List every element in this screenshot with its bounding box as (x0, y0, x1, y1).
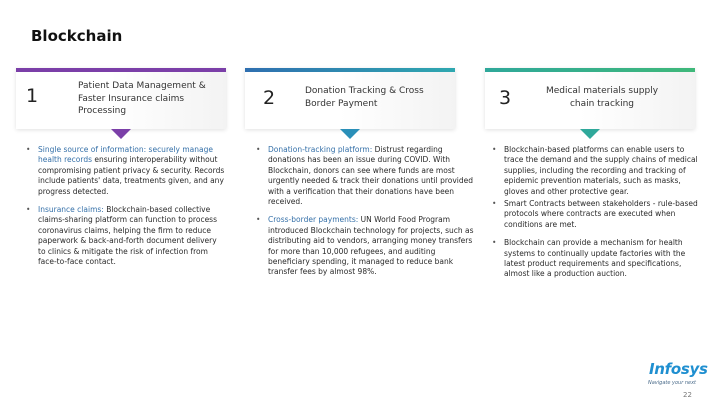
bullet-text: Smart Contracts between stakeholders - rule-based protocols where contracts are executed when conditions are met. (504, 199, 698, 229)
infosys-logo: Infosys (649, 360, 708, 378)
card-pointer (111, 129, 131, 139)
card-pointer (340, 129, 360, 139)
list-item (256, 145, 474, 207)
bullet-highlight: Single source of information: securely manage health records (38, 145, 214, 165)
logo-tagline: Navigate your next (648, 380, 697, 386)
bullet-list-3 (492, 145, 704, 288)
bullet-text: ensuring interoperability without compromising patient privacy & security. Records include patients' data, treatments given, and any progress detected. (38, 155, 225, 196)
category-card-1 (16, 68, 226, 129)
bullet-text: UN World Food Program introduced Blockchain technology for projects, such as distributing aid to vendors, arranging money transfers for more than 10,000 refugees, and auditing beneficiary spending, it managed to reduce bank transfer fees by almost 98%. (268, 215, 474, 277)
card-accent-bar (16, 68, 226, 72)
card-accent-bar (485, 68, 695, 72)
bullet-text: Blockchain-based collective claims-sharing platform can function to process coronavirus claims, helping the firm to reduce paperwork & back-and-forth document delivery to clinics & mitigate the risk of infection from face-to-face contact. (38, 205, 217, 267)
bullet-text: Blockchain-based platforms can enable users to trace the demand and the supply chains of medical supplies, including the recording and tracking of epidemic prevention materials, such as masks, gloves and other protective gear. (504, 145, 698, 196)
card-pointer (580, 129, 600, 139)
list-item (492, 238, 704, 280)
card-label: Donation Tracking & Cross Border Payment (305, 86, 424, 109)
page-title: Blockchain (31, 27, 123, 45)
bullet-highlight: Insurance claims: (38, 205, 104, 215)
category-card-2 (245, 68, 455, 129)
card-label: Medical materials supply chain tracking (545, 86, 659, 109)
page-number: 22 (683, 391, 692, 399)
card-number: 2 (263, 87, 276, 109)
card-label: Patient Data Management & Faster Insurance claims Processing (78, 81, 206, 116)
list-item (256, 215, 474, 277)
card-number: 3 (499, 87, 512, 109)
bullet-text: Distrust regarding donations has been an issue during COVID. With Blockchain, donors can see where funds are most urgently needed & track their donations until provided with a verification that their donations have been received. (268, 145, 474, 207)
bullet-text: Blockchain can provide a mechanism for health systems to continually update factories with the latest product requirements and specifications, almost like a production auction. (504, 238, 686, 279)
bullet-highlight: Cross-border payments: (268, 215, 359, 225)
bullet-list-1 (26, 145, 226, 275)
list-item (26, 145, 226, 197)
list-item (492, 199, 704, 230)
list-item (492, 145, 704, 197)
bullet-list-2 (256, 145, 474, 286)
card-number: 1 (26, 85, 39, 107)
bullet-highlight: Donation-tracking platform: (268, 145, 373, 154)
category-card-3 (485, 68, 695, 129)
list-item (26, 205, 226, 267)
card-accent-bar (245, 68, 455, 72)
